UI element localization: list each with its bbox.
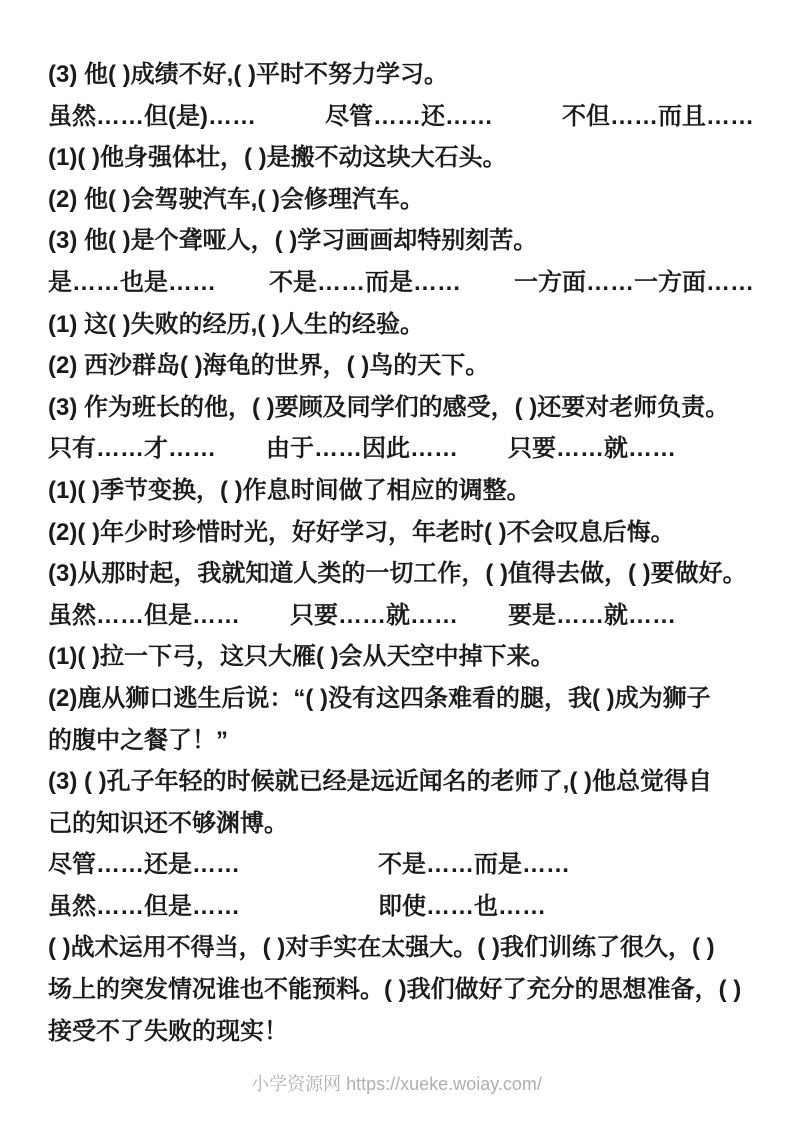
exercise-line: 场上的突发情况谁也不能预料。( )我们做好了充分的思想准备，( ) bbox=[48, 976, 742, 1004]
exercise-line: (3) 他( )成绩不好,( )平时不努力学习。 bbox=[48, 61, 448, 88]
exercise-line: (1) 这( )失败的经历,( )人生的经验。 bbox=[48, 310, 424, 338]
exercise-line: (2) 西沙群岛( )海龟的世界，( )鸟的天下。 bbox=[48, 352, 490, 380]
conjunction-option: 要是……就…… bbox=[508, 601, 676, 629]
worksheet-body bbox=[48, 54, 793, 1052]
exercise-line: (2)( )年少时珍惜时光，好好学习，年老时( )不会叹息后悔。 bbox=[48, 518, 675, 546]
conjunction-options-row bbox=[48, 428, 676, 470]
exercise-line: (1)( )季节变换，( )作息时间做了相应的调整。 bbox=[48, 476, 531, 504]
exercise-line: 己的知识还不够渊博。 bbox=[48, 809, 288, 837]
exercise-line: ( )战术运用不得当，( )对手实在太强大。( )我们训练了很久，( ) bbox=[48, 934, 715, 962]
conjunction-options-row bbox=[48, 844, 793, 886]
exercise-line: (3)从那时起，我就知道人类的一切工作，( )值得去做，( )要做好。 bbox=[48, 560, 747, 588]
conjunction-option: 一方面……一方面…… bbox=[514, 268, 754, 296]
conjunction-options-row bbox=[48, 886, 793, 928]
conjunction-option: 尽管……还是…… bbox=[48, 851, 240, 879]
conjunction-options-row bbox=[48, 595, 676, 637]
conjunction-option: 由于……因此…… bbox=[266, 435, 458, 463]
footer-site-name: 小学资源网 bbox=[251, 1074, 342, 1094]
conjunction-option: 不是……而是…… bbox=[269, 268, 461, 296]
conjunction-option: 即使……也…… bbox=[378, 892, 546, 920]
conjunction-option: 是……也是…… bbox=[48, 268, 216, 296]
exercise-line: (3) ( )孔子年轻的时候就已经是远近闻名的老师了,( )他总觉得自 bbox=[48, 768, 712, 796]
conjunction-option: 只有……才…… bbox=[48, 435, 216, 463]
exercise-line: (2) 他( )会驾驶汽车,( )会修理汽车。 bbox=[48, 185, 424, 213]
exercise-line: (1)( )他身强体壮，( )是搬不动这块大石头。 bbox=[48, 144, 507, 172]
conjunction-option: 虽然……但是…… bbox=[48, 601, 240, 629]
conjunction-option: 只要……就…… bbox=[508, 435, 676, 463]
conjunction-options-row bbox=[48, 96, 754, 138]
exercise-line: (3) 他( )是个聋哑人，( )学习画画却特别刻苦。 bbox=[48, 227, 538, 255]
footer-url-link[interactable]: https://xueke.woiay.com/ bbox=[346, 1074, 542, 1094]
page-footer bbox=[0, 1070, 793, 1096]
conjunction-option: 虽然……但(是)…… bbox=[48, 102, 256, 130]
conjunction-options-row bbox=[48, 262, 754, 304]
exercise-line: (2)鹿从狮口逃生后说：“( )没有这四条难看的腿，我( )成为狮子 bbox=[48, 684, 711, 712]
exercise-line: (1)( )拉一下弓，这只大雁( )会从天空中掉下来。 bbox=[48, 643, 555, 671]
conjunction-option: 不是……而是…… bbox=[378, 851, 570, 879]
conjunction-option: 不但……而且…… bbox=[561, 102, 754, 130]
exercise-line: (3) 作为班长的他，( )要顾及同学们的感受，( )还要对老师负责。 bbox=[48, 393, 730, 421]
exercise-line: 的腹中之餐了！” bbox=[48, 726, 228, 754]
conjunction-option: 只要……就…… bbox=[290, 601, 458, 629]
exercise-line: 接受不了失败的现实！ bbox=[48, 1017, 288, 1045]
conjunction-option: 虽然……但是…… bbox=[48, 892, 240, 920]
conjunction-option: 尽管……还…… bbox=[324, 102, 493, 130]
